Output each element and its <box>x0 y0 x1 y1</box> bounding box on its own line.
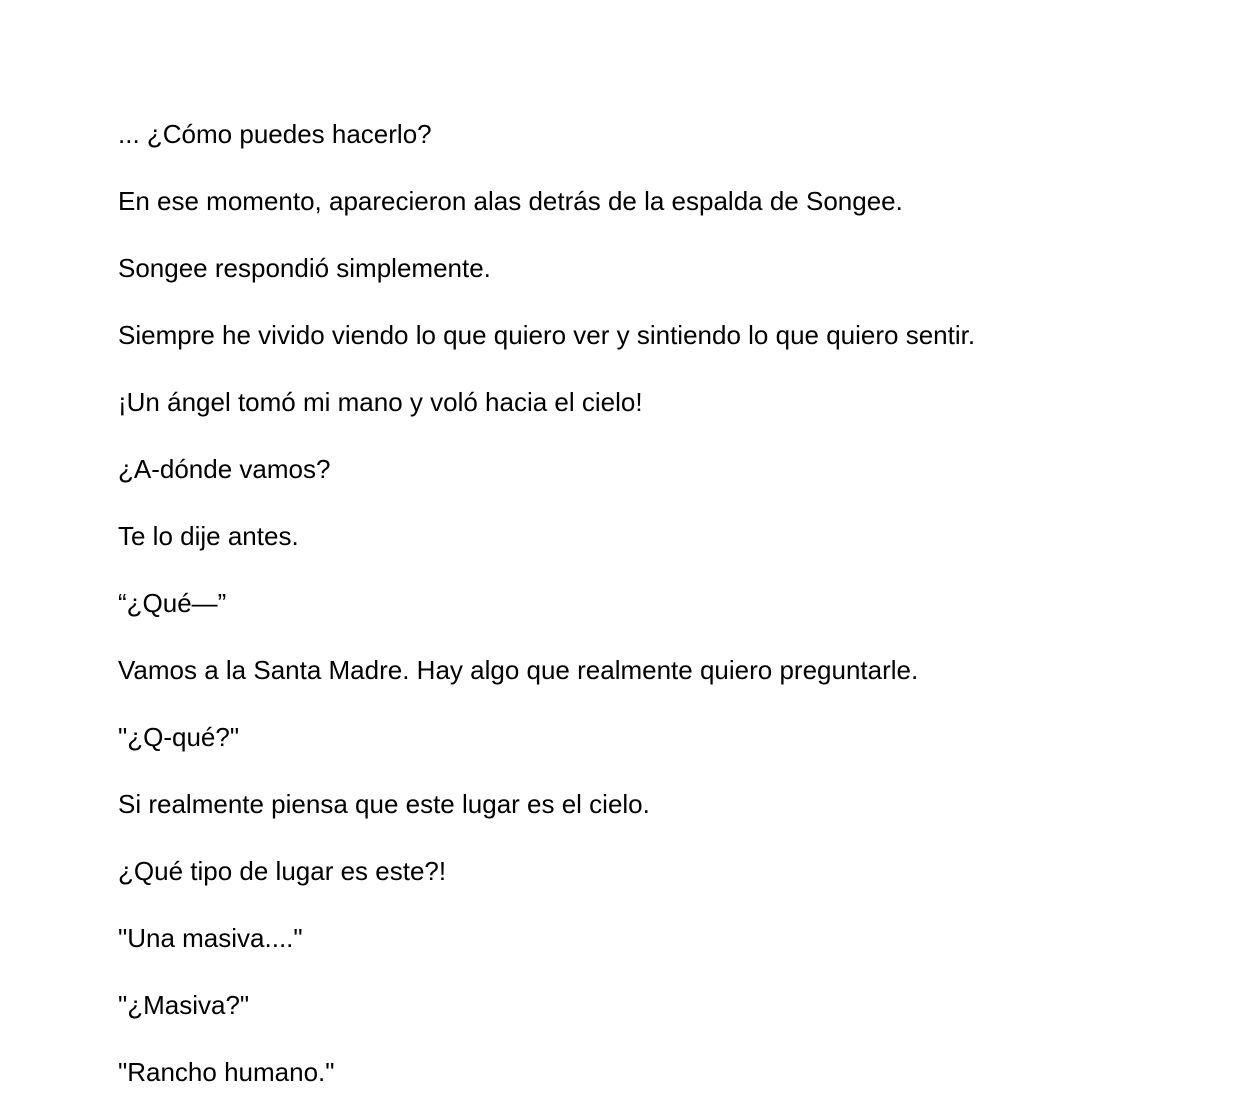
paragraph-8: “¿Qué—” <box>118 588 227 618</box>
paragraph-7: Te lo dije antes. <box>118 521 299 551</box>
paragraph-13: "Una masiva...." <box>118 923 303 953</box>
paragraph-11: Si realmente piensa que este lugar es el cielo. <box>118 789 650 819</box>
paragraph-2: En ese momento, aparecieron alas detrás de la espalda de Songee. <box>118 186 903 216</box>
paragraph-1: ... ¿Cómo puedes hacerlo? <box>118 119 432 149</box>
paragraph-4: Siempre he vivido viendo lo que quiero ver y sintiendo lo que quiero sentir. <box>118 320 976 350</box>
paragraph-5: ¡Un ángel tomó mi mano y voló hacia el cielo! <box>118 387 643 417</box>
paragraph-12: ¿Qué tipo de lugar es este?! <box>118 856 447 886</box>
paragraph-9: Vamos a la Santa Madre. Hay algo que realmente quiero preguntarle. <box>118 655 919 685</box>
paragraph-15: "Rancho humano." <box>118 1057 335 1087</box>
paragraph-3: Songee respondió simplemente. <box>118 253 491 283</box>
paragraph-6: ¿A-dónde vamos? <box>118 454 331 484</box>
paragraph-10: "¿Q-qué?" <box>118 722 240 752</box>
paragraph-14: "¿Masiva?" <box>118 990 250 1020</box>
